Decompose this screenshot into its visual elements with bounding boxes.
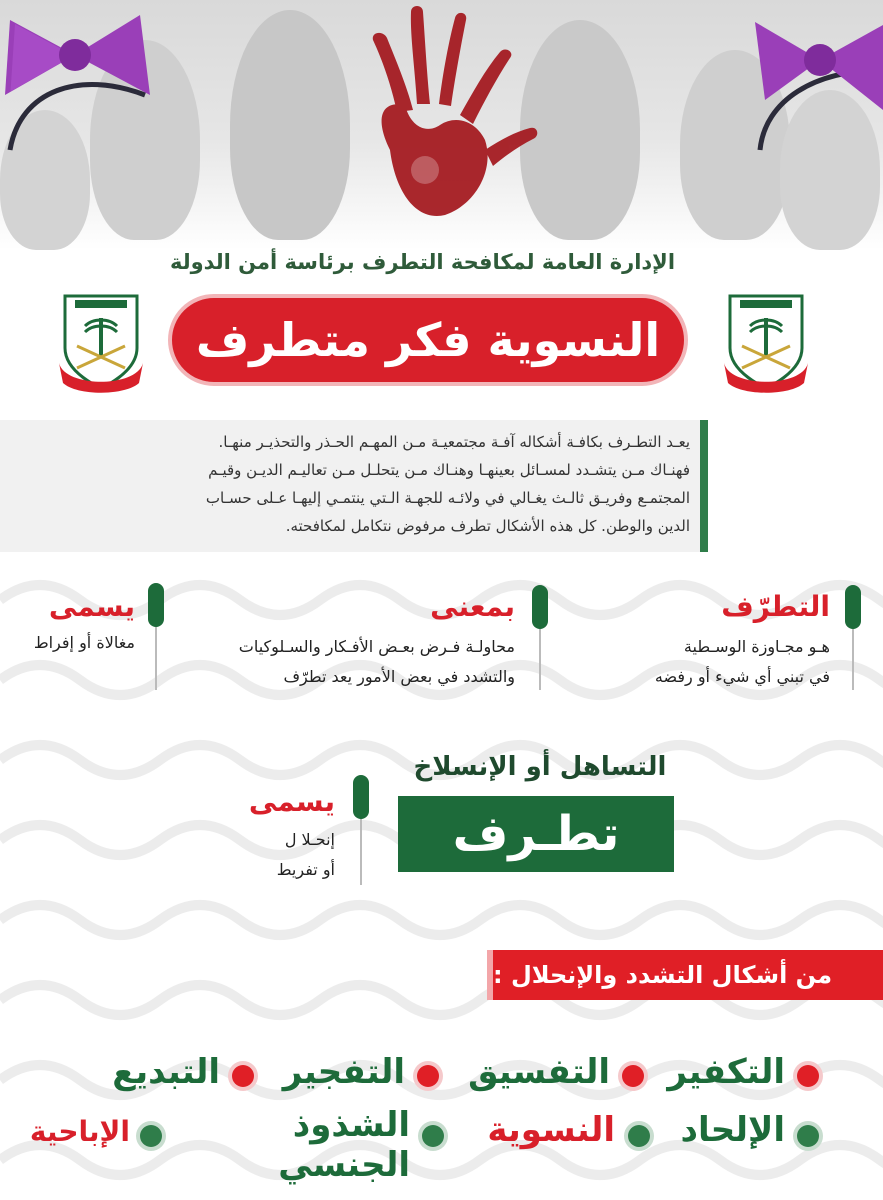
pin-marker — [148, 583, 164, 627]
intro-line: المجتمـع وفريـق ثالـث يغـالي في ولائـه للجهـة الـتي ينتمـي إليهـا عـلى حسـاب — [205, 489, 690, 507]
intro-line: يعـد التطـرف بكافـة أشكاله آفـة مجتمعيـة مـن المهـم الحـذر والتحذيـر منهـا. — [218, 433, 690, 451]
forms-heading: من أشكال التشدد والإنحلال : — [487, 950, 883, 1000]
definition-title: يسمى — [48, 590, 135, 623]
definition-title: بمعنى — [430, 590, 515, 623]
bullet-dot — [797, 1065, 819, 1087]
emblem-right-icon — [720, 288, 812, 398]
pin-marker — [353, 775, 369, 819]
bullet-dot — [622, 1065, 644, 1087]
form-item: التفسيق — [468, 1052, 610, 1092]
extremism-box: تطـرف — [398, 796, 674, 872]
form-item: الإباحية — [29, 1115, 130, 1148]
hand-print-icon — [335, 0, 555, 230]
definition-line: هـو مجـاوزة الوسـطية — [683, 637, 830, 656]
laxity-label: التساهل أو الإنسلاخ — [413, 752, 667, 782]
purple-bow-left-icon — [0, 0, 160, 160]
definition-title: التطرّف — [721, 590, 830, 623]
definition-body — [5, 628, 135, 658]
pin-marker — [532, 585, 548, 629]
laxity-side-body — [200, 825, 335, 885]
definition-body — [170, 632, 515, 692]
bullet-dot — [797, 1125, 819, 1147]
form-item: الإلحاد — [680, 1110, 785, 1150]
form-item: التكفير — [667, 1052, 785, 1092]
form-item: التبديع — [112, 1052, 220, 1092]
agency-name: الإدارة العامة لمكافحة التطرف برئاسة أمن الدولة — [169, 250, 676, 274]
definition-line: إنحـلا ل — [284, 830, 335, 849]
bullet-dot — [140, 1125, 162, 1147]
definition-line: في تبني أي شيء أو رفضه — [654, 667, 830, 686]
intro-paragraph — [150, 428, 690, 540]
form-item-highlight: النسوية — [487, 1110, 615, 1150]
pin-marker — [845, 585, 861, 629]
bullet-dot — [232, 1065, 254, 1087]
definition-body — [600, 632, 830, 692]
form-item: الشذوذ الجنسي — [278, 1105, 410, 1185]
purple-bow-right-icon — [745, 0, 883, 160]
definition-line: محاولـة فـرض بعـض الأفـكار والسـلوكيات — [238, 637, 515, 656]
emblem-left-icon — [55, 288, 147, 398]
laxity-side-title: يسمى — [248, 785, 335, 818]
bullet-dot — [422, 1125, 444, 1147]
intro-line: فهنـاك مـن يتشـدد لمسـائل بعينهـا وهنـاك مـن يتحلـل مـن تعاليـم الديـن وقيـم — [208, 461, 690, 479]
form-item: التفجير — [282, 1052, 405, 1092]
definition-line: أو تفريط — [276, 860, 335, 879]
definition-line: مغالاة أو إفراط — [33, 633, 135, 652]
intro-line: الدين والوطن. كل هذه الأشكال تطرف مرفوض نتكامل لمكافحته. — [285, 517, 690, 535]
definition-line: والتشدد في بعض الأمور يعد تطرّف — [283, 667, 515, 686]
title-banner: النسوية فكر متطرف — [168, 294, 688, 386]
bullet-dot — [628, 1125, 650, 1147]
intro-accent-bar — [700, 420, 708, 552]
bullet-dot — [417, 1065, 439, 1087]
